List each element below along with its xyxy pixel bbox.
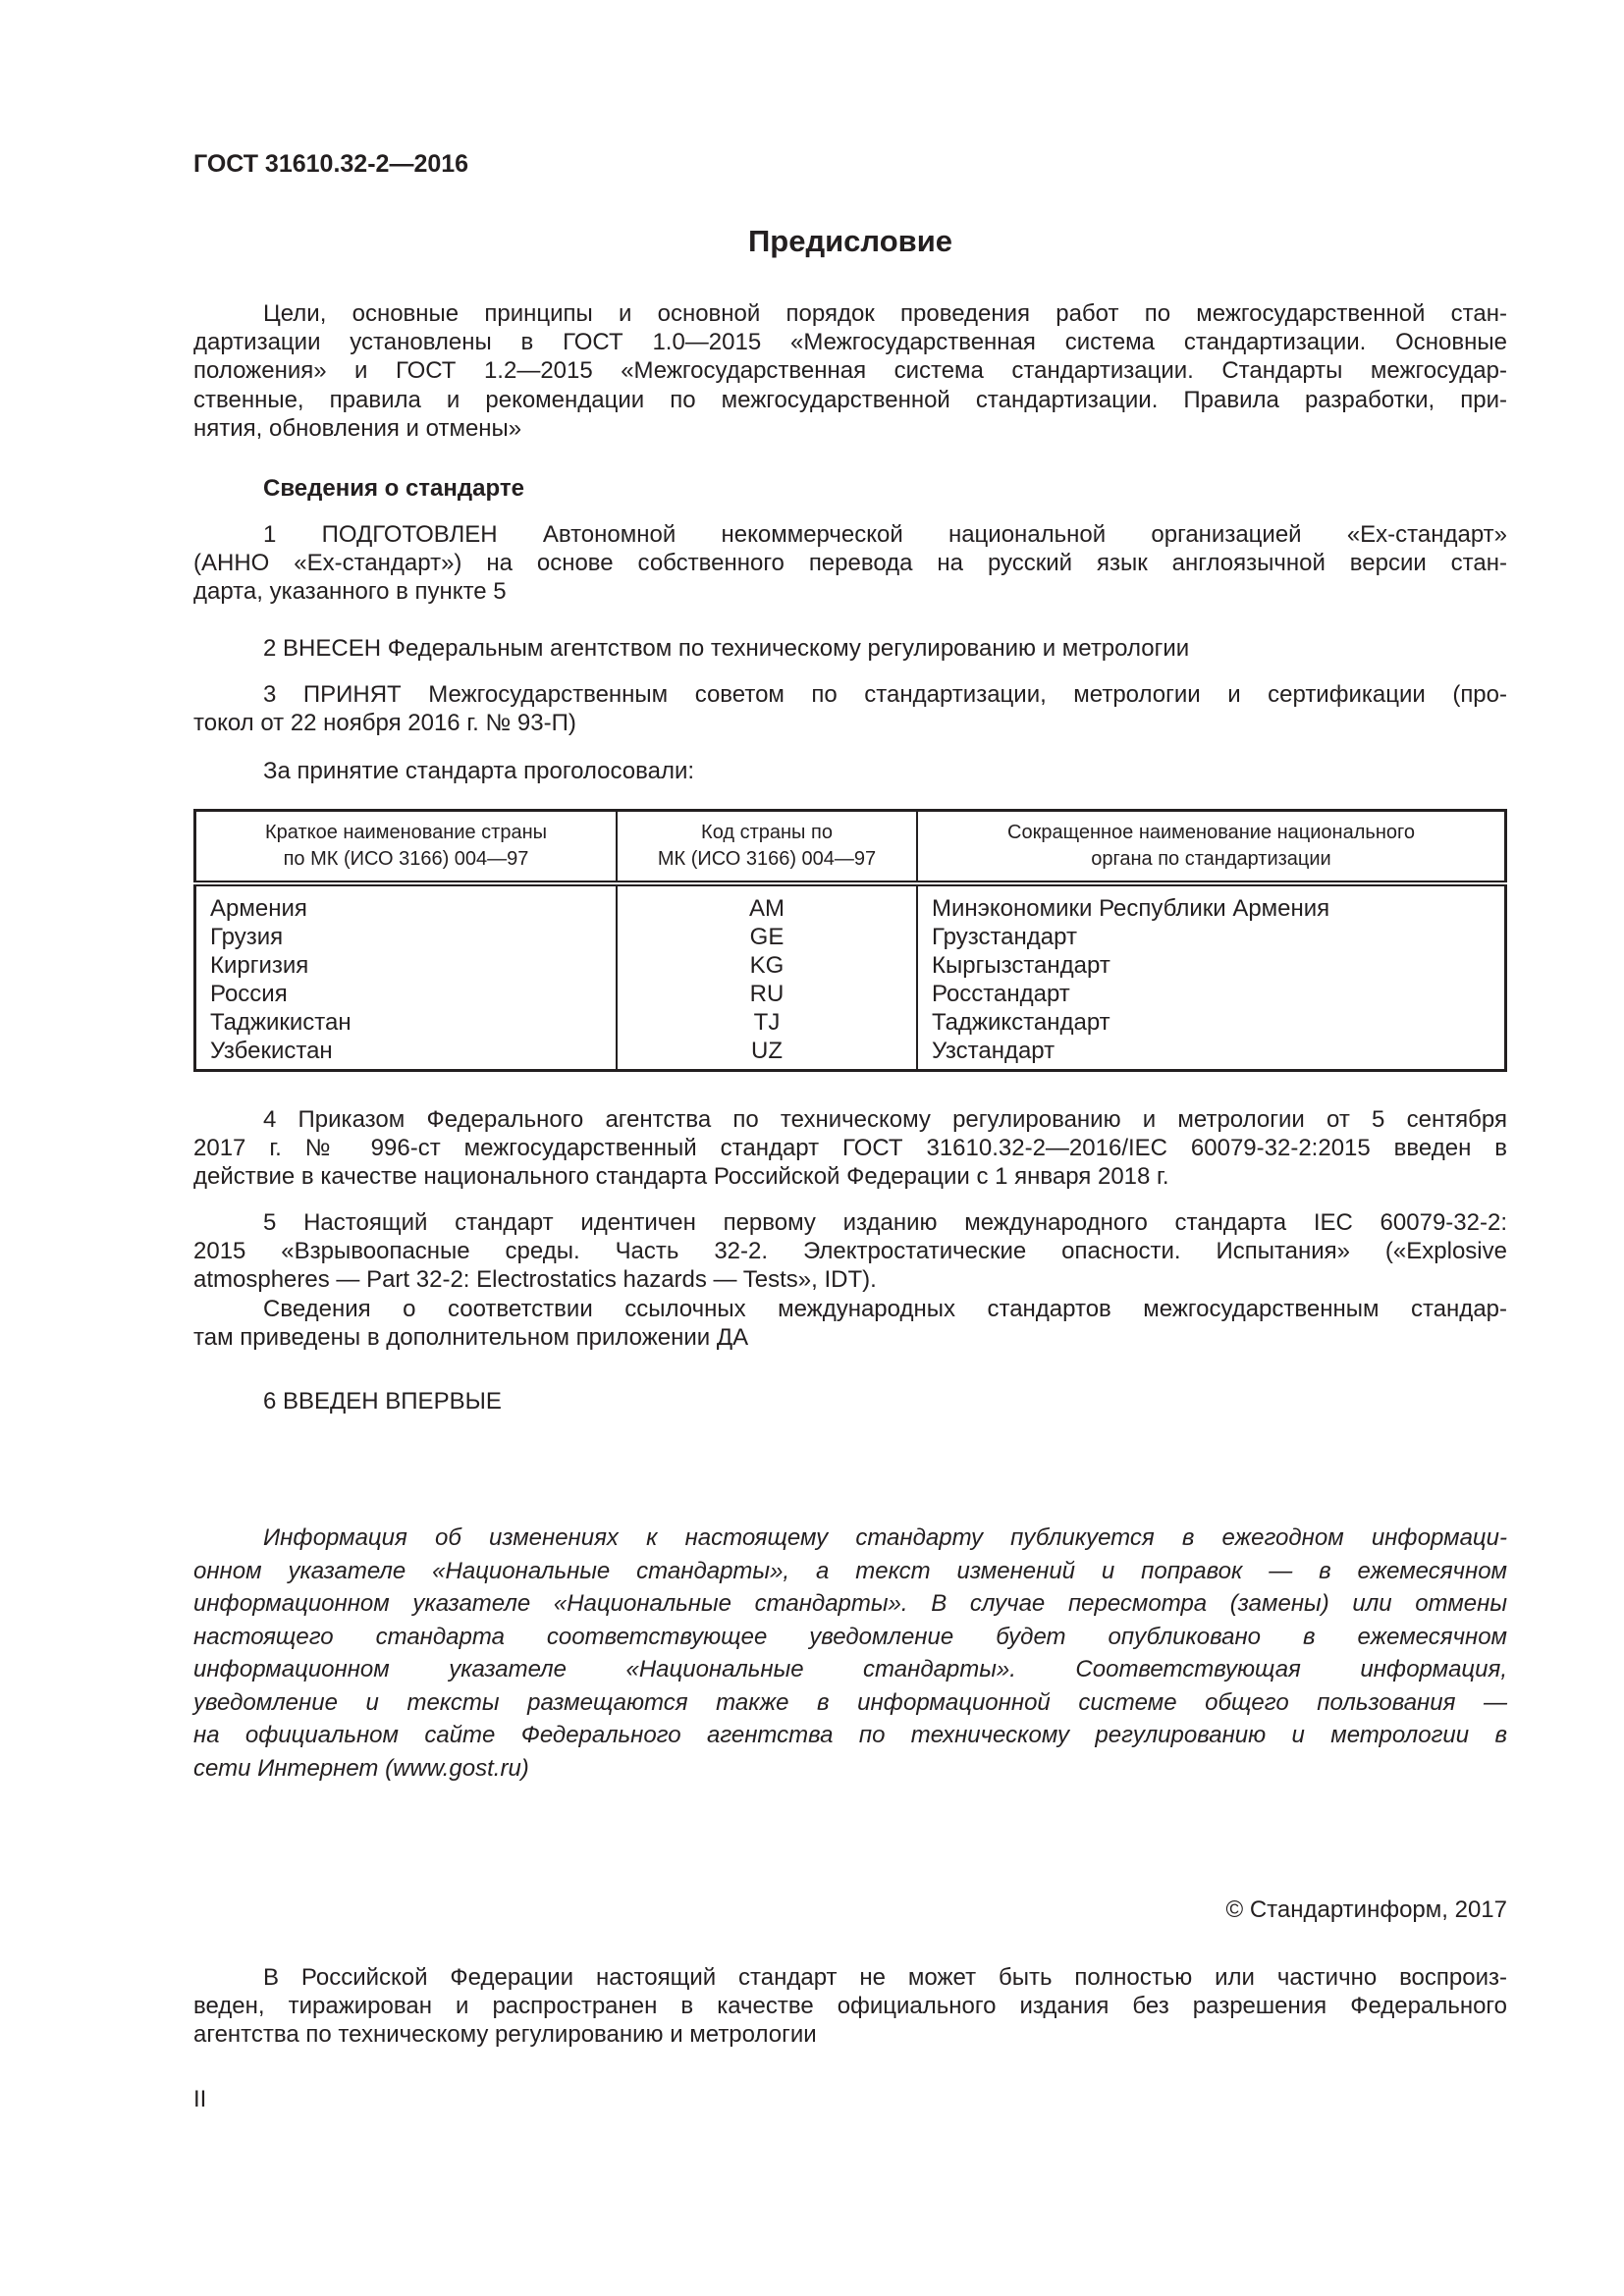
item-line: дарта, указанного в пункте 5 bbox=[193, 578, 507, 606]
item-line: там приведены в дополнительном приложении ДА bbox=[193, 1323, 749, 1351]
item-2-submitted bbox=[193, 634, 1507, 663]
header-country-name bbox=[195, 811, 618, 884]
item-line: токол от 22 ноября 2016 г. № 93-П) bbox=[193, 710, 576, 737]
notice-line: на официальном сайте Федерального агентства по техническому регулированию и метрологии в bbox=[193, 1722, 1507, 1748]
item-3-adopted bbox=[193, 680, 1507, 737]
item-1-prepared bbox=[193, 520, 1507, 607]
rights-line: агентства по техническому регулированию и метрологии bbox=[193, 2021, 817, 2049]
country-column bbox=[195, 883, 618, 1071]
body-cell: Таджикстандарт bbox=[932, 1009, 1110, 1036]
item-line: Сведения о соответствии ссылочных международных стандартов межгосударственным стандар- bbox=[263, 1295, 1507, 1322]
intro-paragraph bbox=[193, 299, 1507, 443]
item-line: 1 ПОДГОТОВЛЕН Автономной некоммерческой национальной организацией «Ех-стандарт» bbox=[263, 521, 1507, 548]
code-cell: AM bbox=[749, 895, 785, 922]
code-cell: RU bbox=[749, 981, 785, 1007]
reproduction-rights bbox=[193, 1963, 1507, 2050]
amendments-notice bbox=[193, 1522, 1507, 1785]
rights-line: В Российской Федерации настоящий стандарт не может быть полностью или частично воспроиз- bbox=[263, 1964, 1507, 1991]
header-standards-body bbox=[917, 811, 1506, 884]
body-cell: Узстандарт bbox=[932, 1038, 1056, 1064]
table-row bbox=[195, 883, 1506, 1071]
document-code-header: ГОСТ 31610.32-2—2016 bbox=[193, 150, 469, 178]
notice-line: сети Интернет (www.gost.ru) bbox=[193, 1754, 529, 1782]
item-line: 3 ПРИНЯТ Межгосударственным советом по стандартизации, метрологии и сертификации (про- bbox=[263, 681, 1507, 708]
code-column bbox=[617, 883, 917, 1071]
intro-line: положения» и ГОСТ 1.2—2015 «Межгосударственная система стандартизации. Стандарты межгосудар- bbox=[193, 357, 1507, 385]
code-cell: TJ bbox=[753, 1009, 781, 1036]
header-text: МК (ИСО 3166) 004—97 bbox=[657, 848, 877, 870]
country-cell: Россия bbox=[210, 981, 288, 1007]
header-text: по МК (ИСО 3166) 004—97 bbox=[283, 848, 529, 870]
page-number: II bbox=[193, 2086, 207, 2112]
copyright-notice: © Стандартинформ, 2017 bbox=[1225, 1896, 1507, 1923]
notice-line: информационном указателе «Национальные стандарты». Соответствующая информация, bbox=[193, 1656, 1507, 1682]
item-line: 6 ВВЕДЕН ВПЕРВЫЕ bbox=[263, 1388, 502, 1415]
voting-countries-table bbox=[193, 809, 1507, 1072]
notice-line: уведомление и тексты размещаются также в информационной системе общего пользования — bbox=[193, 1688, 1507, 1716]
body-cell: Кыргызстандарт bbox=[932, 952, 1110, 979]
page-title: Предисловие bbox=[747, 224, 952, 258]
country-cell: Узбекистан bbox=[210, 1038, 333, 1064]
notice-line: настоящего стандарта соответствующее уведомление будет опубликовано в ежемесячном bbox=[193, 1623, 1507, 1650]
item-line: 2 ВНЕСЕН Федеральным агентством по техническому регулированию и метрологии bbox=[263, 635, 1190, 662]
header-text: органа по стандартизации bbox=[1091, 848, 1331, 870]
country-cell: Грузия bbox=[210, 924, 284, 950]
header-text: Код страны по bbox=[701, 822, 833, 843]
notice-line: Информация об изменениях к настоящему стандарту публикуется в ежегодном информаци- bbox=[263, 1524, 1507, 1551]
notice-line: информационном указателе «Национальные стандарты». В случае пересмотра (замены) или отмены bbox=[193, 1590, 1507, 1617]
item-5-identical bbox=[193, 1208, 1507, 1352]
code-cell: UZ bbox=[751, 1038, 783, 1064]
intro-line: Цели, основные принципы и основной порядок проведения работ по межгосударственной стан- bbox=[263, 300, 1507, 327]
item-line: 2015 «Взрывоопасные среды. Часть 32-2. Электростатические опасности. Испытания» («Explosive bbox=[193, 1238, 1507, 1265]
vote-intro: За принятие стандарта проголосовали: bbox=[263, 758, 695, 784]
item-6-first-introduced bbox=[193, 1387, 1507, 1415]
standards-body-column bbox=[917, 883, 1506, 1071]
country-cell: Армения bbox=[210, 895, 307, 922]
item-line: действие в качестве национального стандарта Российской Федерации с 1 января 2018 г. bbox=[193, 1163, 1169, 1191]
header-country-code bbox=[617, 811, 917, 884]
notice-line: онном указателе «Национальные стандарты», а текст изменений и поправок — в ежемесячном bbox=[193, 1557, 1507, 1584]
body-cell: Минэкономики Республики Армения bbox=[932, 895, 1330, 922]
header-text: Сокращенное наименование национального bbox=[1007, 822, 1415, 843]
table-header-row bbox=[195, 811, 1506, 884]
item-line: (АННО «Ех-стандарт») на основе собственного перевода на русский язык англоязычной версии стан- bbox=[193, 550, 1507, 577]
item-line: 5 Настоящий стандарт идентичен первому изданию международного стандарта IEC 60079-32-2: bbox=[263, 1209, 1507, 1236]
item-line: 2017 г. № 996-ст межгосударственный стандарт ГОСТ 31610.32-2—2016/IEC 60079-32-2:2015 введен в bbox=[193, 1135, 1507, 1162]
rights-line: веден, тиражирован и распространен в качестве официального издания без разрешения Федерального bbox=[193, 1993, 1507, 2020]
country-cell: Таджикистан bbox=[210, 1009, 352, 1036]
item-4-order bbox=[193, 1105, 1507, 1192]
intro-line: дартизации установлены в ГОСТ 1.0—2015 «Межгосударственная система стандартизации. Основные bbox=[193, 329, 1507, 356]
body-cell: Росстандарт bbox=[932, 981, 1070, 1007]
intro-line: нятия, обновления и отмены» bbox=[193, 414, 522, 442]
intro-line: ственные, правила и рекомендации по межгосударственной стандартизации. Правила разработки, при- bbox=[193, 386, 1507, 413]
code-cell: KG bbox=[749, 952, 785, 979]
country-cell: Киргизия bbox=[210, 952, 309, 979]
item-line: 4 Приказом Федерального агентства по техническому регулированию и метрологии от 5 сентября bbox=[263, 1106, 1507, 1133]
code-cell: GE bbox=[749, 924, 785, 950]
header-text: Краткое наименование страны bbox=[264, 822, 548, 843]
body-cell: Грузстандарт bbox=[932, 924, 1077, 950]
info-heading: Сведения о стандарте bbox=[263, 475, 524, 502]
item-line: atmospheres — Part 32-2: Electrostatics hazards — Tests», IDT). bbox=[193, 1266, 877, 1294]
